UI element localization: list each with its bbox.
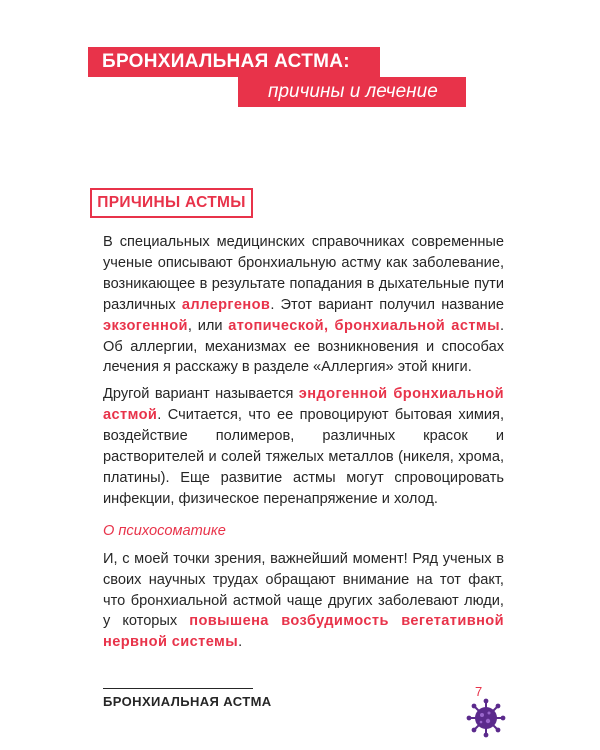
text-span: В специальных медицинских справочниках современные ученые описывают бронхиальную астму как заболевание, возникающее в результате попадания в дыхательные пути различных: [103, 234, 504, 313]
highlight-term: эндогенной бронхиальной астмой: [103, 386, 504, 424]
text-span: Другой вариант называется: [103, 386, 299, 403]
footer-divider: [103, 688, 253, 689]
running-footer: БРОНХИАЛЬНАЯ АСТМА: [103, 694, 272, 709]
text-span: .: [238, 634, 243, 651]
highlight-term: атопической, бронхиальной астмы: [228, 317, 500, 334]
paragraph-3: [103, 549, 504, 654]
chapter-title: БРОНХИАЛЬНАЯ АСТМА:: [88, 47, 380, 77]
paragraph-2: [103, 384, 504, 509]
section-heading: ПРИЧИНЫ АСТМЫ: [90, 188, 253, 218]
subheading: О психосоматике: [103, 522, 226, 539]
page-number: 7: [475, 684, 483, 699]
text-span: . Об аллергии, механизмах ее возникновения и способах лечения я расскажу в разделе «Аллергия» этой книги.: [103, 317, 504, 376]
text-span: И, с моей точки зрения, важнейший момент! Ряд ученых в своих научных трудах обращают внимание на тот факт, что бронхиальной астмой чаще других заболевают люди, у которых: [103, 550, 504, 630]
body-text: [103, 232, 504, 653]
paragraph-1: [103, 232, 504, 378]
chapter-subtitle: причины и лечение: [238, 77, 466, 107]
highlight-term: повышена возбудимость вегетативной нервной системы: [103, 613, 504, 651]
highlight-term: аллергенов: [181, 296, 271, 313]
text-span: . Этот вариант получил название: [270, 296, 504, 313]
virus-icon: [466, 698, 506, 738]
text-span: . Считается, что ее провоцируют бытовая химия, воздействие полимеров, различных красок и растворителей и солей тяжелых металлов (никеля, хрома, платины). Еще развитие астмы могут спровоцировать инфекции, физическое перенапряжение и холод.: [103, 407, 504, 507]
text-span: , или: [187, 317, 229, 334]
highlight-term: экзогенной: [103, 317, 188, 334]
